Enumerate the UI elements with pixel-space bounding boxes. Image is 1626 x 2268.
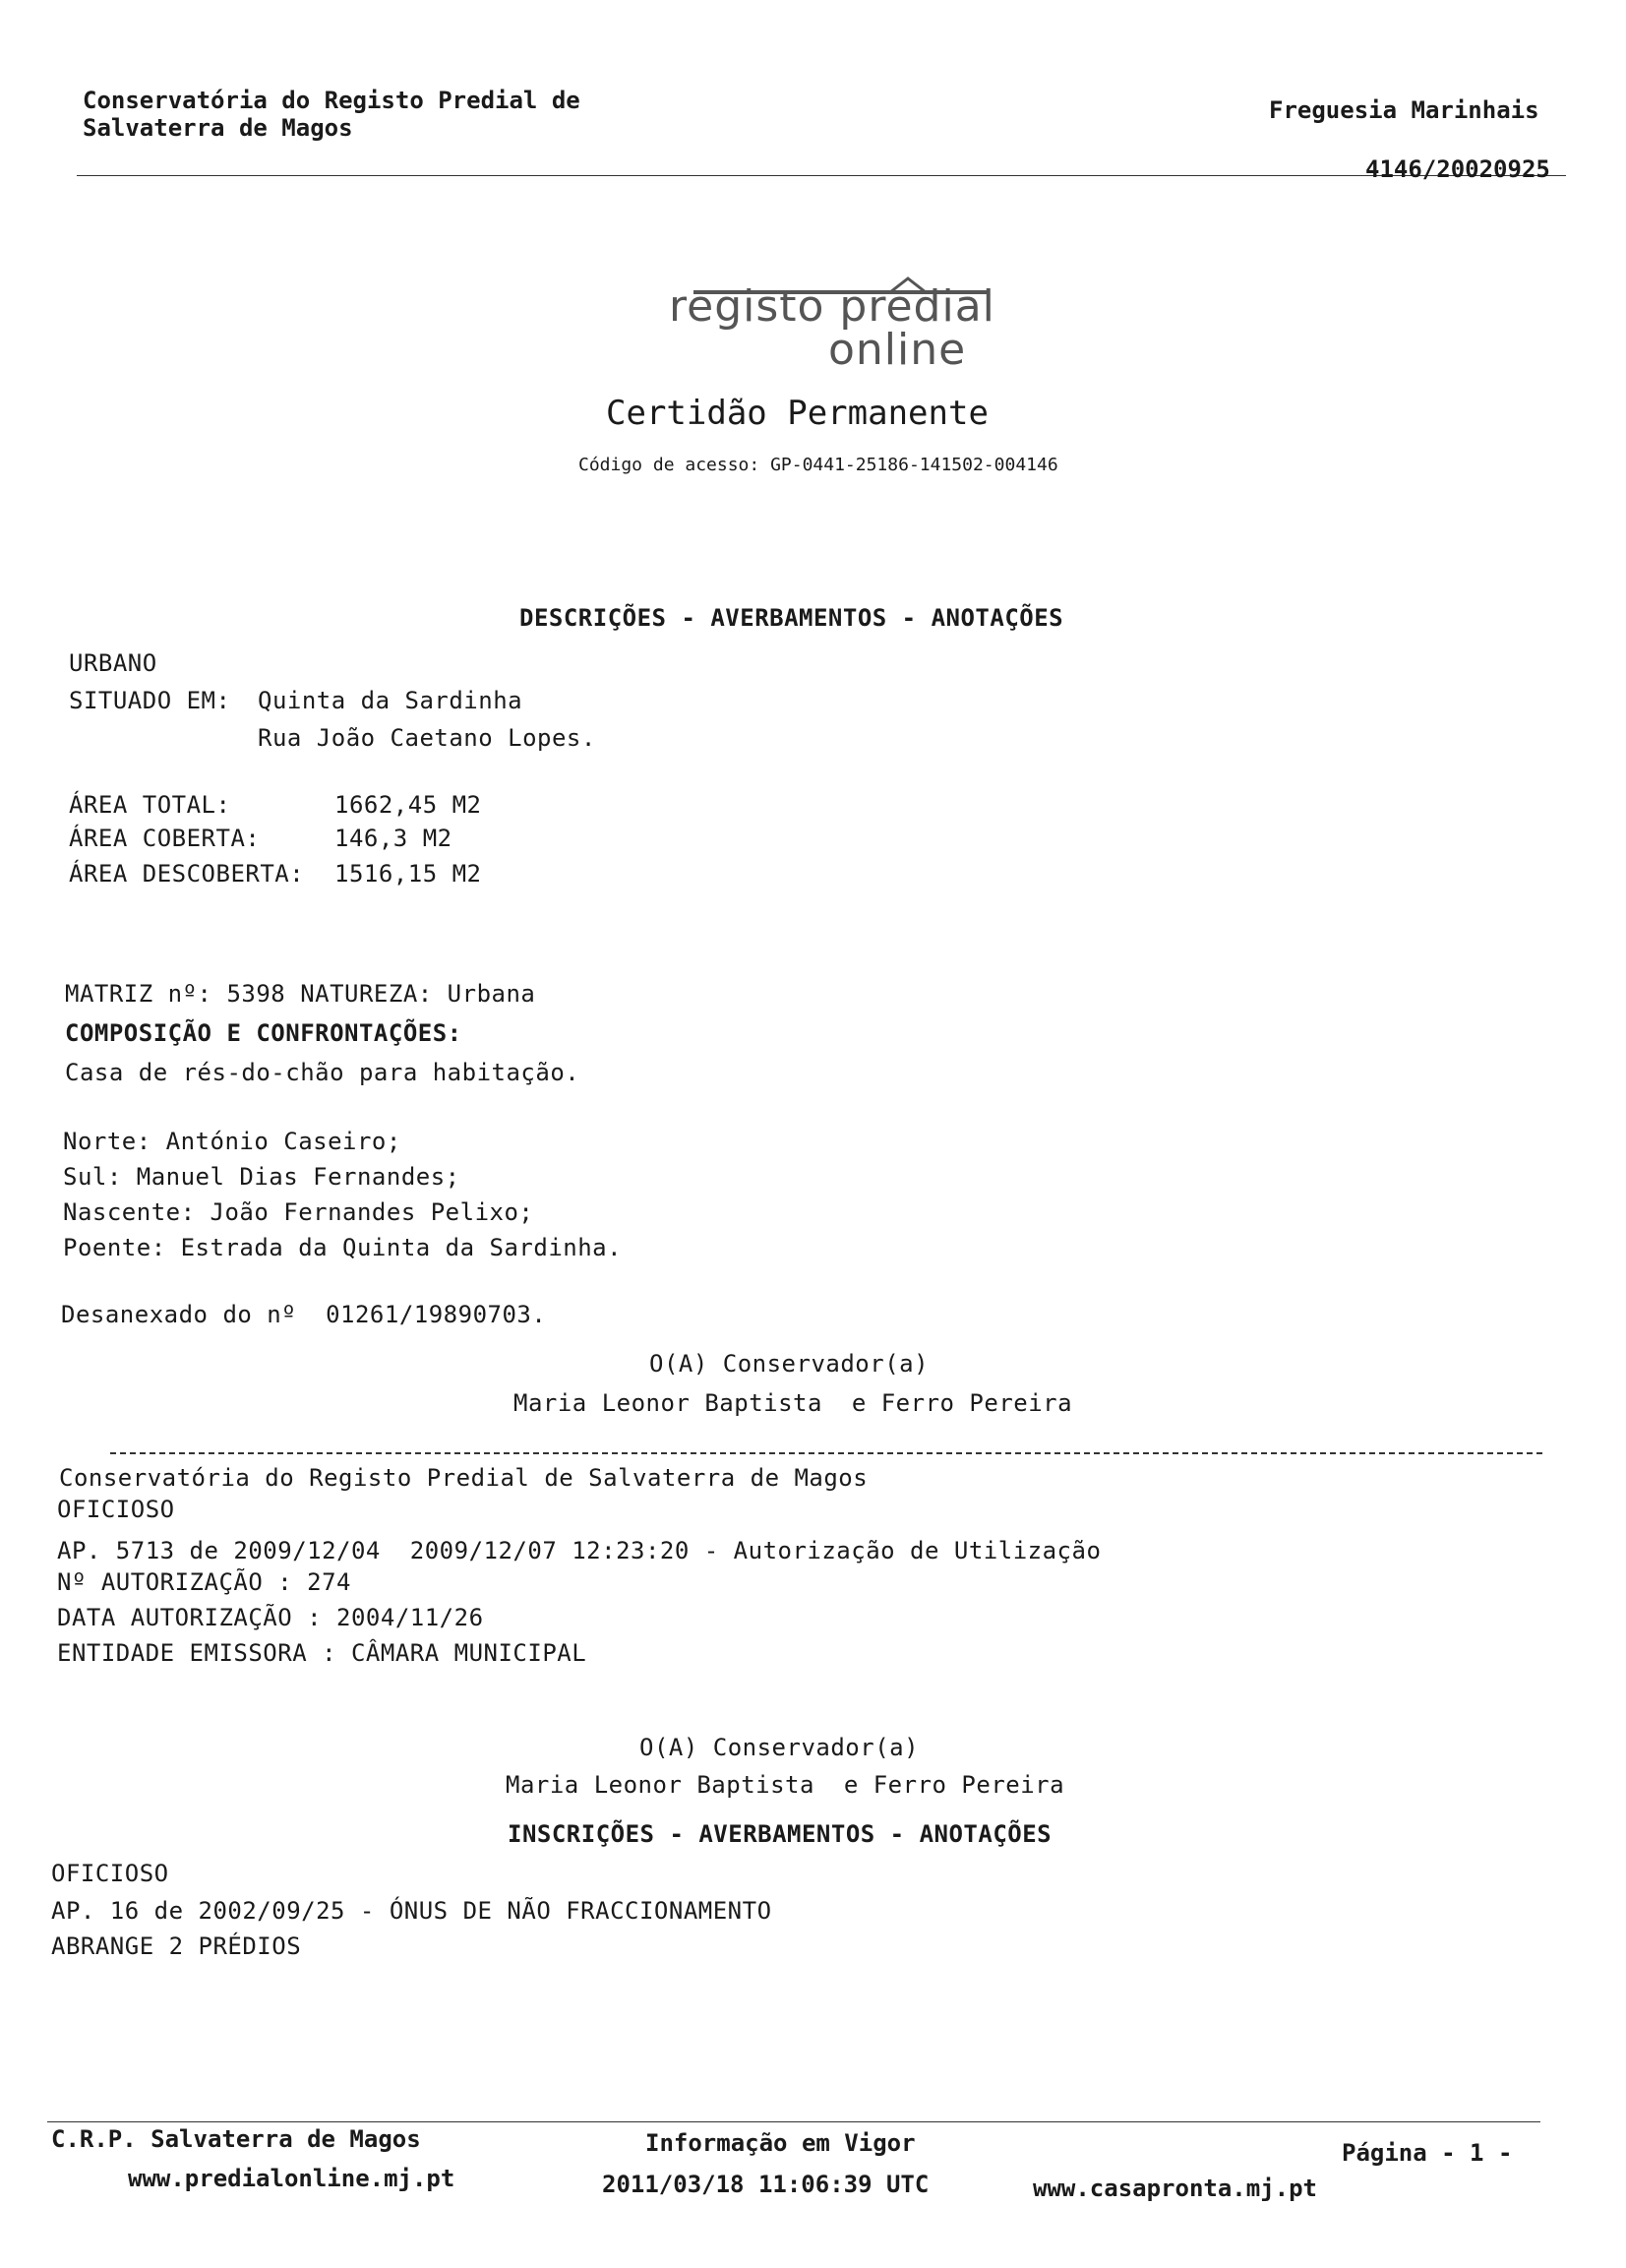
ref-number: 4146/20020925 — [1365, 155, 1550, 183]
office-name-line1: Conservatória do Registo Predial de — [83, 87, 580, 114]
footer-site2[interactable]: www.casapronta.mj.pt — [1033, 2175, 1317, 2202]
section3-scope: ABRANGE 2 PRÉDIOS — [51, 1932, 302, 1960]
section3-heading: INSCRIÇÕES - AVERBAMENTOS - ANOTAÇÕES — [508, 1820, 1053, 1848]
section2-oficioso: OFICIOSO — [57, 1496, 175, 1523]
section2-office: Conservatória do Registo Predial de Salvaterra de Magos — [59, 1464, 869, 1492]
composition: Casa de rés-do-chão para habitação. — [65, 1059, 580, 1086]
footer-crp: C.R.P. Salvaterra de Magos — [51, 2125, 421, 2153]
bound-poente: Poente: Estrada da Quinta da Sardinha. — [63, 1234, 623, 1261]
signer-title-2: O(A) Conservador(a) — [639, 1734, 920, 1761]
logo-line1: registo predial — [669, 281, 995, 332]
area-total-label: ÁREA TOTAL: — [69, 791, 231, 819]
signer-name-2: Maria Leonor Baptista e Ferro Pereira — [506, 1771, 1065, 1799]
area-coberta-value: 146,3 M2 — [334, 825, 452, 852]
section3-oficioso: OFICIOSO — [51, 1860, 169, 1887]
footer-site1[interactable]: www.predialonline.mj.pt — [128, 2165, 455, 2192]
section3-ap-line: AP. 16 de 2002/09/25 - ÓNUS DE NÃO FRACCIONAMENTO — [51, 1897, 772, 1925]
logo-line2: online — [828, 325, 967, 375]
property-type: URBANO — [69, 649, 157, 677]
roof-line-icon — [675, 252, 970, 281]
page-title: Certidão Permanente — [606, 394, 989, 433]
office-name-line2: Salvaterra de Magos — [83, 114, 353, 142]
parish: Freguesia Marinhais — [1269, 96, 1539, 124]
auth-date: DATA AUTORIZAÇÃO : 2004/11/26 — [57, 1604, 484, 1631]
section-divider — [110, 1452, 1542, 1454]
bound-sul: Sul: Manuel Dias Fernandes; — [63, 1163, 460, 1191]
bound-nascente: Nascente: João Fernandes Pelixo; — [63, 1198, 534, 1226]
auth-number: Nº AUTORIZAÇÃO : 274 — [57, 1568, 351, 1596]
section2-ap-line: AP. 5713 de 2009/12/04 2009/12/07 12:23:20 - Autorização de Utilização — [57, 1537, 1102, 1564]
composition-heading: COMPOSIÇÃO E CONFRONTAÇÕES: — [65, 1019, 462, 1047]
area-descoberta-label: ÁREA DESCOBERTA: — [69, 860, 305, 888]
signer-title-1: O(A) Conservador(a) — [649, 1350, 930, 1378]
footer-datetime: 2011/03/18 11:06:39 UTC — [602, 2171, 930, 2198]
header-rule — [77, 175, 1566, 176]
access-code: Código de acesso: GP-0441-25186-141502-004146 — [578, 455, 1058, 475]
area-descoberta-value: 1516,15 M2 — [334, 860, 482, 888]
section1-heading: DESCRIÇÕES - AVERBAMENTOS - ANOTAÇÕES — [519, 604, 1064, 632]
location-line1: Quinta da Sardinha — [258, 687, 523, 714]
footer-rule — [47, 2121, 1540, 2122]
desanexado: Desanexado do nº 01261/19890703. — [61, 1301, 547, 1328]
matriz: MATRIZ nº: 5398 NATUREZA: Urbana — [65, 980, 536, 1008]
footer-info: Informação em Vigor — [645, 2129, 916, 2157]
signer-name-1: Maria Leonor Baptista e Ferro Pereira — [513, 1389, 1073, 1417]
bound-norte: Norte: António Caseiro; — [63, 1128, 401, 1155]
location-line2: Rua João Caetano Lopes. — [258, 724, 596, 752]
issuing-entity: ENTIDADE EMISSORA : CÂMARA MUNICIPAL — [57, 1639, 587, 1667]
footer-page: Página - 1 - — [1342, 2139, 1513, 2167]
area-total-value: 1662,45 M2 — [334, 791, 482, 819]
area-coberta-label: ÁREA COBERTA: — [69, 825, 261, 852]
location-label: SITUADO EM: — [69, 687, 231, 714]
